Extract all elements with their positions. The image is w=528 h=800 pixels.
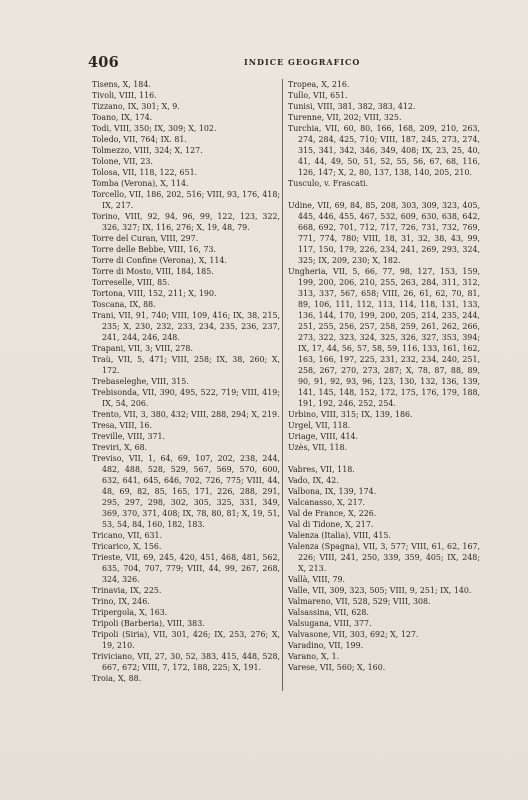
index-entry: Turenne, VII, 202; VIII, 325. [288, 113, 402, 122]
index-entry: Tusculo, v. Frascati. [288, 179, 369, 188]
index-entry: Ungheria, VII, 5, 66, 77, 98, 127, 153, 159, 199, 200, 206, 210, 255, 263, 284, 311, 312, 313, 337, 567, 658; VIII, 26, 61, 62, 70, 81, 89, 106, 111, 112, 113, 114, 118, 131, 133, 136, 144, 170, 199, 200, 205, 214, 235, 244, 251, 255, 256, 257, 258, 259, 261, 262, 266, 273, 322, 323, 324, 325, 326, 327, 353, 394; IX, 17, 44, 56, 57, 58, 59, 116, 133, 161, 162, 163, 166, 197, 225, 231, 232, 234, 240, 251, 258, 267, 270, 273, 287; X, 78, 87, 88, 89, 90, 91, 92, 93, 96, 123, 130, 132, 136, 139, 141, 145, 148, 152, 172, 175, 176, 179, 188, 191, 192, 246, 252, 254. [288, 267, 480, 408]
index-entry: Turchia, VII, 60, 80, 166, 168, 209, 210, 263, 274, 284, 425, 710; VIII, 187, 245, 273, 274, 315, 341, 342, 346, 349, 408; IX, 23, 25, 40, 41, 44, 49, 50, 51, 52, 55, 56, 67, 68, 116, 126, 147; X, 2, 80, 137, 138, 140, 205, 210. [288, 124, 480, 177]
index-entry: Vado, IX, 42. [288, 476, 339, 485]
index-entry: Trinavia, IX, 225. [92, 586, 162, 595]
section-gap [288, 189, 480, 200]
index-entry: Torreselle, VIII, 85. [92, 278, 170, 287]
index-entry: Varese, VII, 560; X, 160. [288, 663, 386, 672]
index-entry: Vallà, VIII, 79. [288, 575, 346, 584]
index-entry: Tolosa, VII, 118, 122, 651. [92, 168, 198, 177]
section-gap [288, 453, 480, 464]
index-entry: Vabres, VII, 118. [288, 465, 355, 474]
index-entry: Toano, IX, 174. [92, 113, 153, 122]
index-entry: Valsassina, VII, 628. [288, 608, 369, 617]
running-title: INDICE GEOGRAFICO [244, 57, 361, 67]
index-entry: Treville, VIII, 371. [92, 432, 166, 441]
index-entry: Valenza (Italia), VIII, 415. [288, 531, 391, 540]
index-entry: Tizzano, IX, 301; X, 9. [92, 102, 180, 111]
index-entry: Val di Tidone, X, 217. [288, 520, 374, 529]
index-entry: Tropea, X, 216. [288, 80, 350, 89]
index-entry: Treviso, VII, 1, 64, 69, 107, 202, 238, 244, 482, 488, 528, 529, 567, 569, 570, 600, 632, 641, 645, 646, 702, 726, 775; VIII, 44, 48, 69, 82, 85, 165, 171, 226, 288, 291, 295, 297, 298, 302, 305, 325, 331, 349, 369, 370, 371, 408; IX, 78, 80, 81; X, 19, 51, 53, 54, 84, 160, 182, 183. [92, 454, 280, 529]
index-entry: Tolone, VII, 23. [92, 157, 153, 166]
index-entry: Valle, VII, 309, 323, 505; VIII, 9, 251; IX, 140. [288, 586, 472, 595]
index-entry: Varadino, VII, 199. [288, 641, 364, 650]
index-entry: Tripoli (Siria), VII, 301, 426; IX, 253, 276; X, 19, 210. [92, 630, 280, 650]
index-entry: Urgel, VII, 118. [288, 421, 351, 430]
index-entry: Torre delle Bebbe, VIII, 16, 73. [92, 245, 216, 254]
index-entry: Tricarico, X, 156. [92, 542, 162, 551]
index-entry: Tolmezzo, VIII, 324; X, 127. [92, 146, 203, 155]
index-entry: Torcello, VII, 186, 202, 516; VIII, 93, 176, 418; IX, 217. [92, 190, 280, 210]
index-entry: Valsugana, VIII, 377. [288, 619, 372, 628]
index-entry: Treviri, X, 68. [92, 443, 148, 452]
index-entry: Valbona, IX, 139, 174. [288, 487, 377, 496]
index-entry: Uzès, VII, 118. [288, 443, 348, 452]
index-entry: Torre di Mosto, VIII, 184, 185. [92, 267, 214, 276]
index-entry: Torre di Confine (Verona), X, 114. [92, 256, 227, 265]
index-entry: Urbino, VIII, 315; IX, 139, 186. [288, 410, 413, 419]
index-entry: Udine, VII, 69, 84, 85, 208, 303, 309, 323, 405, 445, 446, 455, 467, 532, 609, 630, 638, 642, 668, 692, 701, 712, 717, 726, 731, 732, 769, 771, 774, 780; VIII, 18, 31, 32, 38, 43, 99, 117, 150, 179, 226, 234, 241, 269, 293, 324, 325; IX, 209, 230; X, 182. [288, 201, 480, 265]
index-entry: Tunisi, VIII, 381, 382, 383, 412. [288, 102, 416, 111]
column-divider [282, 79, 283, 691]
page-number: 406 [88, 54, 119, 71]
index-entry: Toscana, IX, 88. [92, 300, 156, 309]
index-entry: Trino, IX, 246. [92, 597, 150, 606]
index-entry: Trani, VII, 91, 740; VIII, 109, 416; IX, 38, 215, 235; X, 230, 232, 233, 234, 235, 236, 237, 241, 244, 246, 248. [92, 311, 280, 342]
index-entry: Valenza (Spagna), VII, 3, 577; VIII, 61, 62, 167, 226; VIII, 241, 250, 339, 359, 405; IX, 248; X, 213. [288, 542, 480, 573]
index-entry: Torre del Curan, VIII, 297. [92, 234, 199, 243]
right-column [288, 79, 480, 673]
index-entry: Trento, VII, 3, 380, 432; VIII, 288, 294; X, 219. [92, 410, 280, 419]
index-entry: Tivoli, VIII, 116. [92, 91, 157, 100]
index-entry: Todi, VIII, 350; IX, 309; X, 102. [92, 124, 217, 133]
index-entry: Tortona, VIII, 152, 211; X, 190. [92, 289, 217, 298]
index-entry: Trieste, VII, 69, 245, 420, 451, 468, 481, 562, 635, 704, 707, 779; VIII, 44, 99, 267, 268, 324, 326. [92, 553, 280, 584]
index-entry: Toledo, VII, 764; IX. 81. [92, 135, 187, 144]
index-entry: Tricano, VII, 631. [92, 531, 163, 540]
index-entry: Tullo, VII, 651. [288, 91, 348, 100]
index-entry: Valcanasso, X, 217. [288, 498, 366, 507]
index-entry: Uriage, VIII, 414. [288, 432, 359, 441]
index-entry: Tripoli (Barberia), VIII, 383. [92, 619, 205, 628]
index-entry: Val de France, X, 226. [288, 509, 377, 518]
index-entry: Triviciano, VII, 27, 30, 52, 383, 415, 448, 528, 667, 672; VIII, 7, 172, 188, 225; X, 191. [92, 652, 280, 672]
index-entry: Tripergola, X, 163. [92, 608, 168, 617]
index-entry: Traù, VII, 5, 471; VIII, 258; IX, 38, 260; X, 172. [92, 355, 280, 375]
index-entry: Trapani, VII, 3; VIII, 278. [92, 344, 193, 353]
index-entry: Troia, X, 88. [92, 674, 142, 683]
index-entry: Trebaseleghe, VIII, 315. [92, 377, 189, 386]
left-column [92, 79, 280, 684]
index-entry: Tresa, VIII, 16. [92, 421, 153, 430]
index-entry: Tisens, X, 184. [92, 80, 151, 89]
index-entry: Valmareno, VII, 528, 529; VIII, 308. [288, 597, 431, 606]
page-header [88, 54, 483, 72]
index-entry: Trebisonda, VII, 390, 495, 522, 719; VIII, 419; IX, 54, 206. [92, 388, 280, 408]
index-entry: Tomba (Verona), X, 114. [92, 179, 189, 188]
index-entry: Valvasone, VII, 303, 692; X, 127. [288, 630, 419, 639]
index-entry: Torino, VIII, 92, 94, 96, 99, 122, 123, 322, 326, 327; IX, 116, 276; X, 19, 48, 79. [92, 212, 280, 232]
index-entry: Varano, X, 1. [288, 652, 340, 661]
